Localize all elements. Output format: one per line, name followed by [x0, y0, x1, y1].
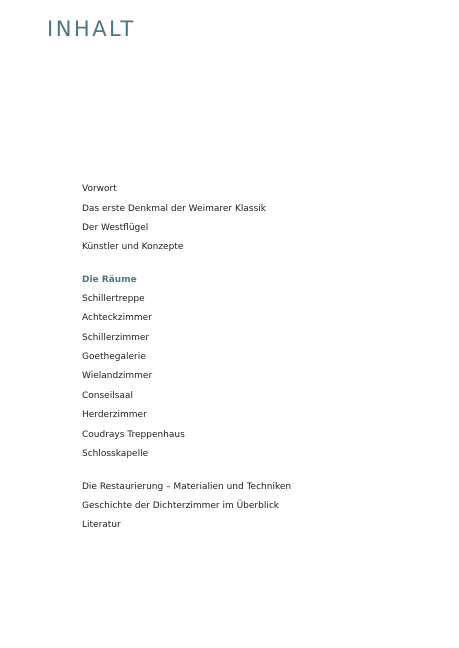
section-heading: Die Räume	[82, 275, 137, 285]
toc-entry-title: Die Restaurierung – Materialien und Techniken	[82, 482, 292, 492]
toc-entry-title: Literatur	[82, 520, 121, 530]
toc-entry-title: Schillertreppe	[82, 294, 145, 304]
toc-entry-title: Coudrays Treppenhaus	[82, 430, 185, 440]
toc-entry-title: Goethegalerie	[82, 352, 146, 362]
toc-entry-title: Wielandzimmer	[82, 371, 153, 381]
toc-entry-title: Schlosskapelle	[82, 449, 149, 459]
toc-entry-title: Conseilsaal	[82, 391, 133, 401]
toc-entry-title: Vorwort	[82, 184, 117, 194]
toc-entry-title: Der Westflügel	[82, 223, 149, 233]
toc-entry-title: Achteckzimmer	[82, 313, 152, 323]
toc-entry-title: Herderzimmer	[82, 410, 147, 420]
page-title: INHALT	[47, 17, 136, 41]
toc-entry-title: Schillerzimmer	[82, 333, 150, 343]
toc-entry-title: Geschichte der Dichterzimmer im Überblick	[82, 501, 279, 511]
toc-entry-title: Das erste Denkmal der Weimarer Klassik	[82, 204, 266, 214]
toc-entry-title: Künstler und Konzepte	[82, 242, 184, 252]
